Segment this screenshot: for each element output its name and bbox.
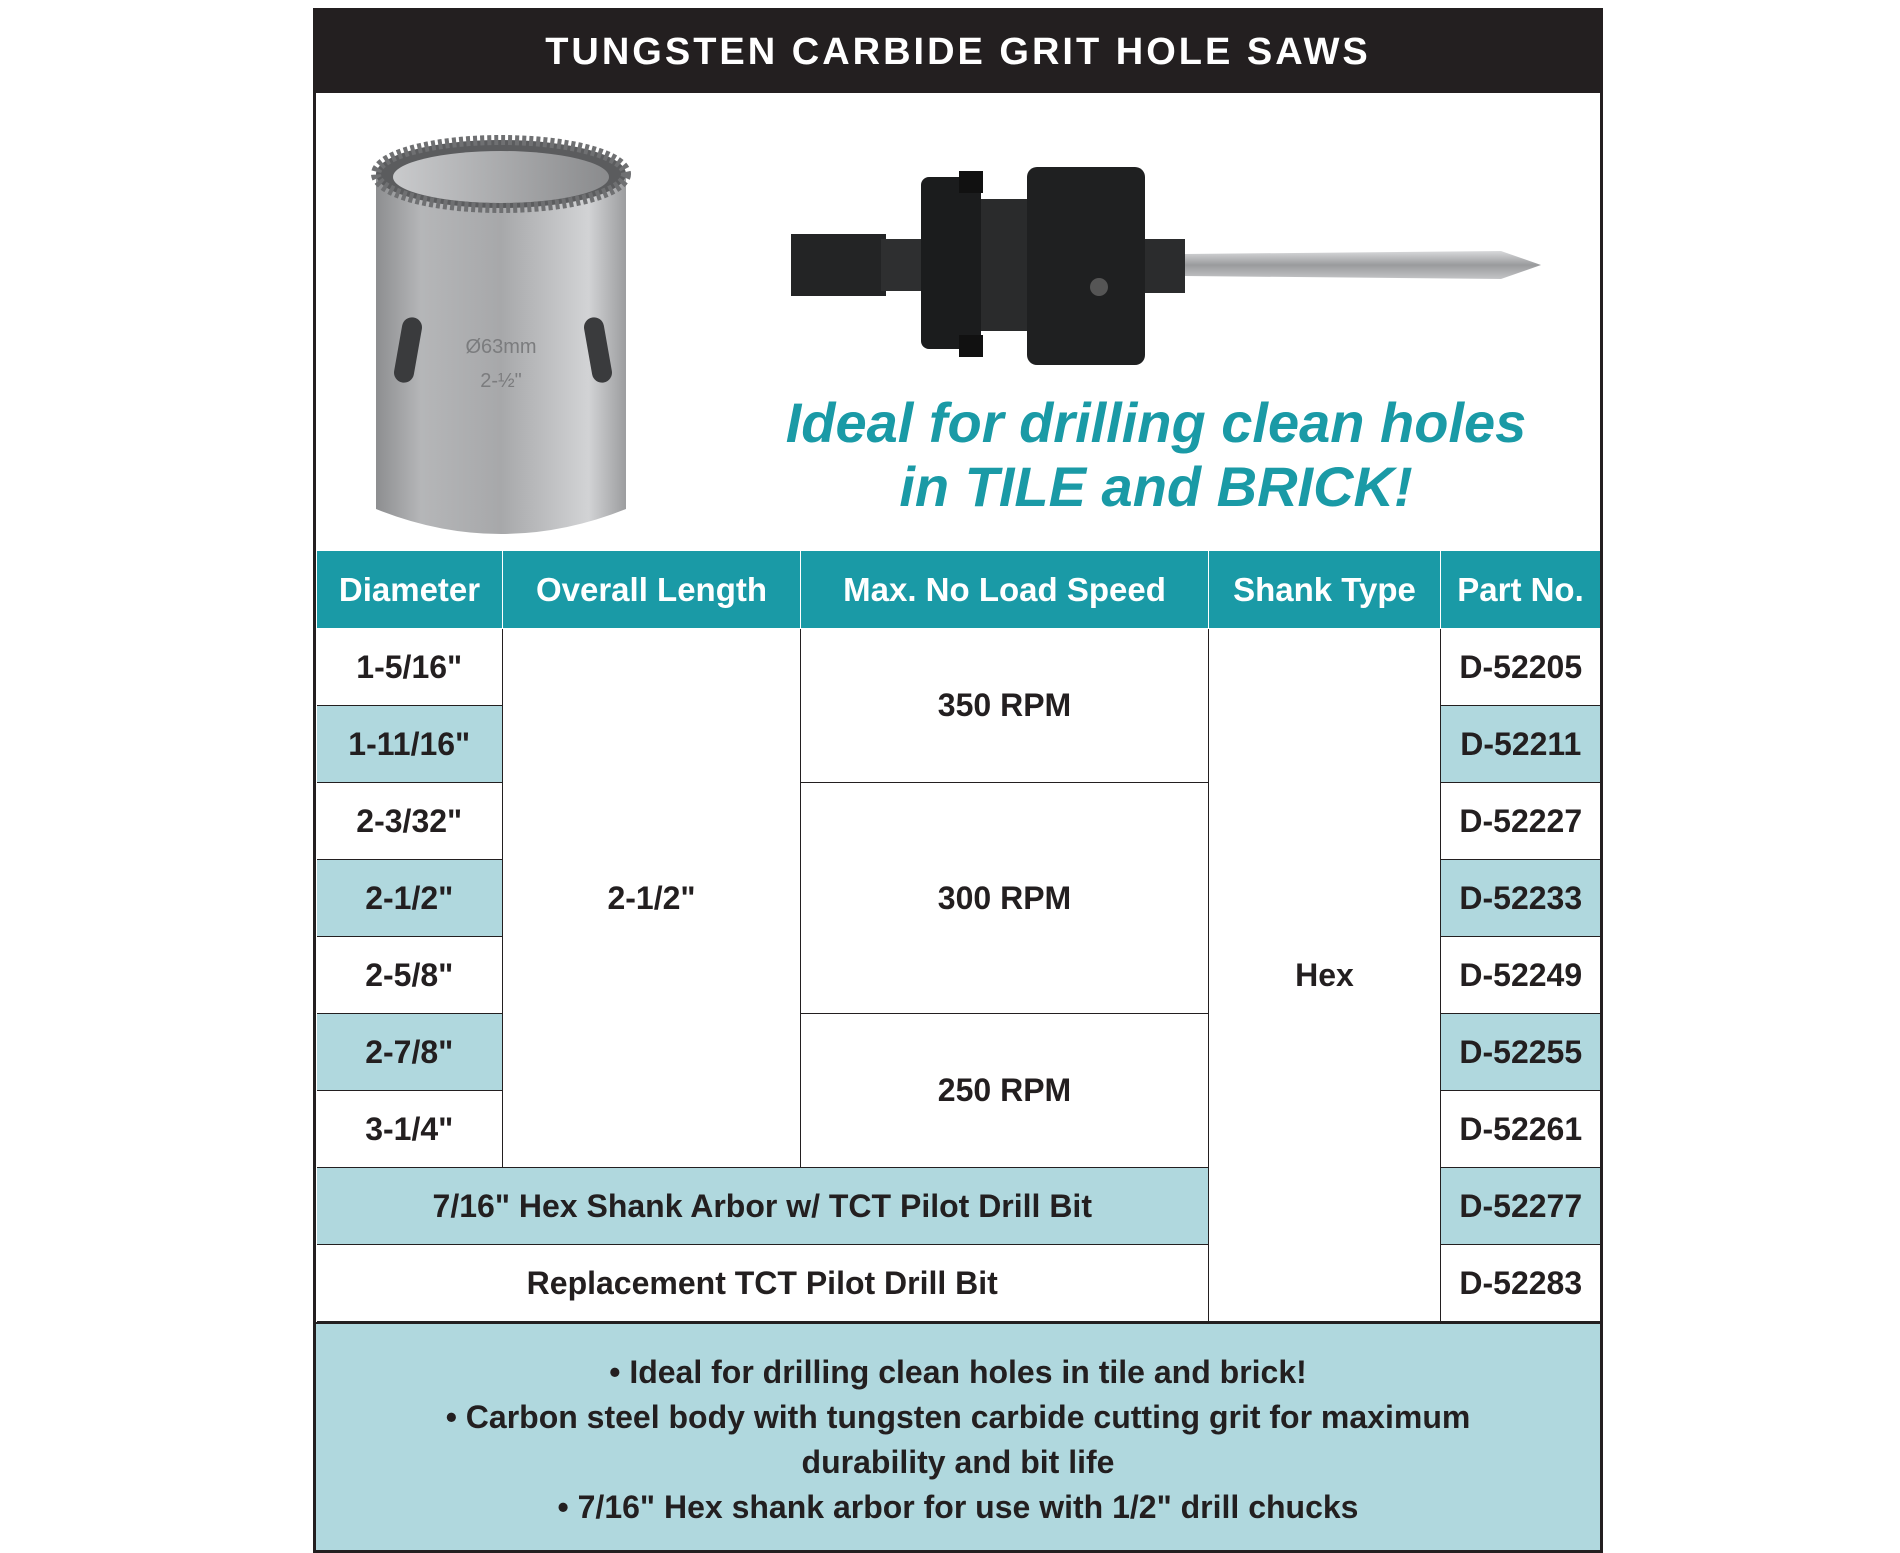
part-number-cell: D-52249 [1441,937,1601,1014]
header-diameter: Diameter [317,551,503,629]
accessory-cell: 7/16" Hex Shank Arbor w/ TCT Pilot Drill Bit [317,1168,1209,1245]
part-number-cell: D-52255 [1441,1014,1601,1091]
diameter-cell: 1-11/16" [317,706,503,783]
part-number-cell: D-52261 [1441,1091,1601,1168]
shank-type-cell: Hex [1209,629,1441,1322]
speed-cell: 350 RPM [801,629,1209,783]
diameter-cell: 2-1/2" [317,860,503,937]
header-shank-type: Shank Type [1209,551,1441,629]
diameter-cell: 1-5/16" [317,629,503,706]
accessory-cell: Replacement TCT Pilot Drill Bit [317,1245,1209,1322]
hole-saw-image [366,129,636,559]
tagline [716,391,1596,519]
feature-item: • Carbon steel body with tungsten carbide cutting grit for maximum durability and bit life [445,1398,1471,1480]
diameter-cell: 2-3/32" [317,783,503,860]
header-overall-length: Overall Length [503,551,801,629]
product-sheet [313,8,1603,1553]
part-number-cell: D-52211 [1441,706,1601,783]
spec-table [316,550,1601,1322]
feature-list [316,1322,1600,1553]
table-row [317,629,1601,706]
header-part-no: Part No. [1441,551,1601,629]
hole-saw-marking-mm: Ø63mm [465,336,537,358]
part-number-cell: D-52277 [1441,1168,1601,1245]
part-number-cell: D-52233 [1441,860,1601,937]
overall-length-cell: 2-1/2" [503,629,801,1168]
feature-item: • 7/16" Hex shank arbor for use with 1/2" drill chucks [557,1488,1359,1525]
speed-cell: 300 RPM [801,783,1209,1014]
diameter-cell: 3-1/4" [317,1091,503,1168]
feature-item: • Ideal for drilling clean holes in tile and brick! [609,1353,1307,1390]
tagline-line1: Ideal for drilling clean holes [785,391,1527,454]
part-number-cell: D-52227 [1441,783,1601,860]
table-header-row [317,551,1601,629]
header-max-speed: Max. No Load Speed [801,551,1209,629]
part-number-cell: D-52283 [1441,1245,1601,1322]
speed-cell: 250 RPM [801,1014,1209,1168]
tagline-line2: in TILE and BRICK! [899,455,1413,518]
diameter-cell: 2-7/8" [317,1014,503,1091]
diameter-cell: 2-5/8" [317,937,503,1014]
hole-saw-marking-inch: 2-½" [480,370,522,392]
part-number-cell: D-52205 [1441,629,1601,706]
arbor-drill-image [781,159,1571,369]
page-title: TUNGSTEN CARBIDE GRIT HOLE SAWS [316,11,1600,93]
